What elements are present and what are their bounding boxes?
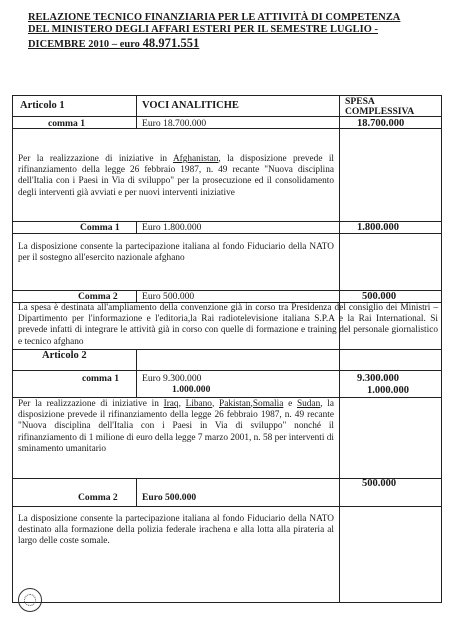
- row5-total: 500.000: [362, 478, 397, 489]
- row4-total-2: 1.000.000: [367, 385, 409, 396]
- paragraph-rai-convenzione: La spesa è destinata all'ampliamento della convenzione già in corso tra Presidenza del consiglio dei Ministri – Dipartimento per l'informazione e l'editoria,la Rai radiotelevisione italiana S.P.A e la Rai International. Si prevede infatti di integrare le attività già in corso con quelle di formazione e training del personale giornalistico e tecnico afghano: [18, 303, 438, 347]
- paragraph-iraq-libano: Per la realizzazione di iniziative in Iraq, Libano, Pakistan,Somalia e Sudan, la disposizione prevede il rifinanziamento della legge 26 febbraio 1987, n. 49 recante "Nuova disciplina dell'Italia con i Paesi in Via di sviluppo" nonché il rifinanziamento di 1 milione di euro della legge 7 marzo 2001, n. 58 per interventi di sminamento umanitario: [18, 399, 334, 454]
- row4-label: comma 1: [82, 373, 120, 384]
- p4-text-b: , la disposizione prevede il rifinanziamento della legge 26 febbraio 1987, n. 49 recante "Nuova disciplina dell'Italia con i Paesi in Via di sviluppo" nonché il rifinanziamento di 1 milione di euro della legge 7 marzo 2001, n. 58 per interventi di sminamento umanitario: [18, 399, 334, 454]
- row4-amount-1: Euro 9.300.000: [142, 373, 202, 384]
- articolo-2-heading: Articolo 2: [42, 350, 87, 361]
- p1-text-b: , la disposizione prevede il rifinanziamento della legge 26 febbraio 1987, n. 49 recante "Nuova disciplina dell'Italia con i Paesi in Via di sviluppo" per la prosecuzione ed il consolidamento degli interventi già avviati e per nuovi interventi iniziative: [18, 154, 334, 198]
- p1-country: Afghanistan: [172, 154, 219, 164]
- title-line-1: RELAZIONE TECNICO FINANZIARIA PER LE ATTIVITÀ DI COMPETENZA: [28, 12, 401, 23]
- p4-country-iraq: Iraq: [163, 399, 179, 409]
- p1-text-a: Per la realizzazione di iniziative in: [18, 154, 173, 164]
- header-spesa: SPESA: [345, 96, 375, 107]
- row4-total-1: 9.300.000: [357, 373, 399, 384]
- p4-text-a: Per la realizzazione di iniziative in: [18, 399, 164, 409]
- financial-table: [12, 95, 442, 603]
- column-divider-1d: [136, 349, 137, 397]
- table-border-bottom: [12, 602, 442, 603]
- row1-amount: Euro 18.700.000: [142, 118, 207, 129]
- row2-amount: Euro 1.800.000: [142, 222, 202, 233]
- row4-amount-2: 1.000.000: [172, 384, 211, 395]
- p4-country-libano: Libano: [185, 399, 212, 409]
- header-complessiva: COMPLESSIVA: [345, 106, 415, 117]
- table-border-top: [12, 95, 442, 96]
- row2-total: 1.800.000: [357, 222, 399, 233]
- row3-label: Comma 2: [78, 291, 118, 302]
- header-voci-analitiche: VOCI ANALITICHE: [142, 100, 239, 111]
- header-articolo-1: Articolo 1: [20, 100, 65, 111]
- row5-label: Comma 2: [78, 492, 118, 503]
- paragraph-nato-afghan-army: La disposizione consente la partecipazione italiana al fondo Fiduciario della NATO per il sostegno all'esercito nazionale afghano: [18, 242, 334, 264]
- title-line-3: [28, 37, 438, 51]
- paragraph-nato-polizia-irachena: La disposizione consente la partecipazione italiana al fondo Fiduciario della NATO destinato alla formazione della polizia federale irachena e alla lotta alla pirateria al largo delle coste somale.: [18, 514, 334, 547]
- p4-country-somalia: Somalia: [252, 399, 284, 409]
- paragraph-afghanistan: [18, 154, 334, 199]
- document-title: [28, 12, 438, 51]
- column-divider-1c: [136, 290, 137, 302]
- row-line-11: [12, 506, 442, 507]
- title-total-amount: 48.971.551: [142, 35, 200, 50]
- title-period: DICEMBRE 2010 – euro: [28, 38, 143, 50]
- row2-label: Comma 1: [80, 222, 120, 233]
- column-divider-1e: [136, 478, 137, 506]
- row3-amount: Euro 500.000: [142, 291, 195, 302]
- row5-amount: Euro 500.000: [142, 492, 197, 503]
- p4-country-pakistan: Pakistan: [219, 399, 251, 409]
- row-line-8: [12, 370, 442, 371]
- row1-label: comma 1: [48, 118, 86, 129]
- column-divider-1b: [136, 221, 137, 233]
- column-divider-1: [136, 95, 137, 128]
- title-line-2: DEL MINISTERO DEGLI AFFARI ESTERI PER IL SEMESTRE LUGLIO -: [28, 24, 379, 36]
- p4-country-sudan: Sudan: [296, 399, 321, 409]
- row-line-9: [12, 397, 442, 398]
- circular-stamp-icon: [18, 588, 42, 612]
- row3-total: 500.000: [362, 291, 397, 302]
- row1-total: 18.700.000: [357, 118, 405, 129]
